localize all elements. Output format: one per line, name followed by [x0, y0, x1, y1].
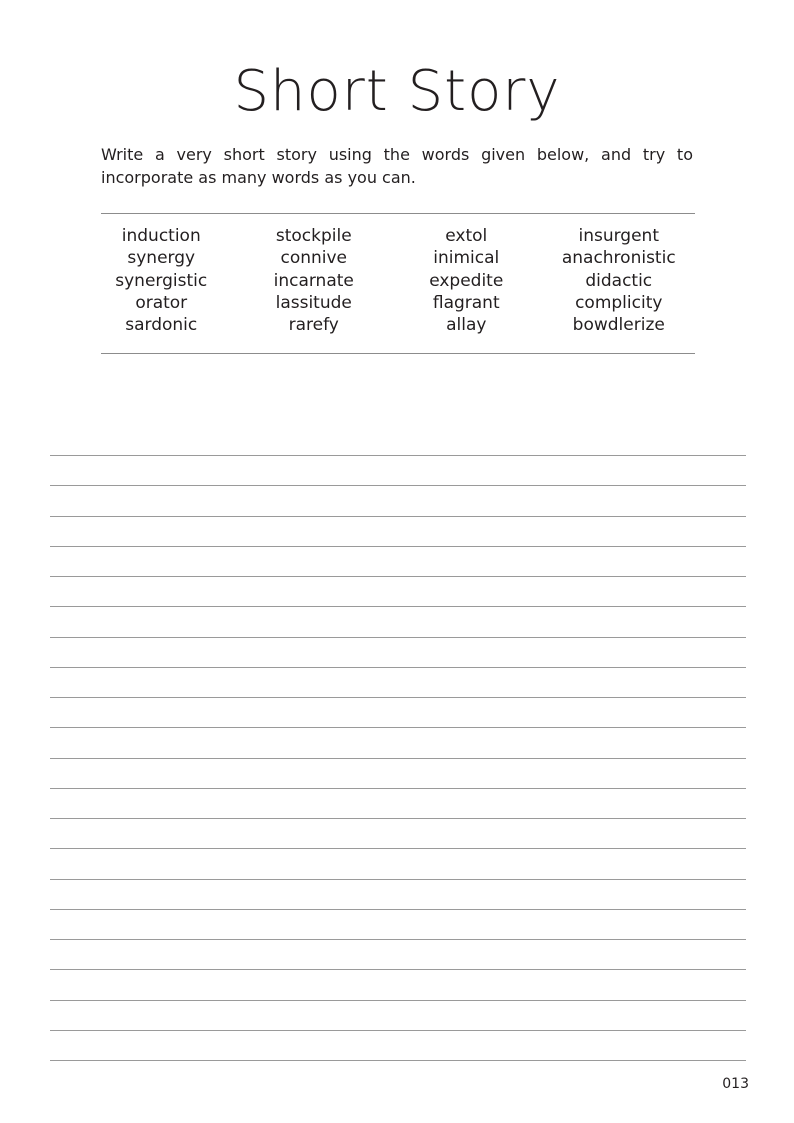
word-item: flagrant	[432, 292, 500, 313]
word-column-2	[238, 225, 391, 345]
word-item: synergistic	[115, 270, 208, 291]
writing-line	[50, 848, 746, 849]
word-item: incarnate	[273, 270, 354, 291]
word-item: expedite	[429, 270, 504, 291]
word-list	[85, 225, 695, 345]
writing-line	[50, 758, 746, 759]
word-item: extol	[445, 226, 488, 246]
word-column-1	[85, 225, 238, 345]
word-item: bowdlerize	[572, 315, 665, 336]
word-item: allay	[446, 315, 487, 336]
writing-line	[50, 1060, 746, 1061]
word-box-top-rule	[101, 213, 695, 214]
word-item: orator	[135, 292, 188, 313]
writing-line	[50, 969, 746, 970]
word-item: insurgent	[578, 226, 659, 246]
word-item: inimical	[433, 248, 500, 269]
writing-line	[50, 1000, 746, 1001]
writing-line	[50, 818, 746, 819]
word-item: induction	[121, 226, 201, 246]
word-item: didactic	[585, 270, 653, 291]
writing-lines[interactable]	[50, 455, 746, 1075]
writing-line	[50, 546, 746, 547]
writing-line	[50, 697, 746, 698]
writing-line	[50, 516, 746, 517]
writing-line	[50, 1030, 746, 1031]
word-item: synergy	[127, 248, 196, 269]
word-column-3	[390, 225, 543, 345]
word-item: sardonic	[125, 315, 198, 336]
word-item: anachronistic	[561, 248, 676, 269]
word-item: connive	[280, 248, 348, 269]
word-item: stockpile	[275, 226, 352, 246]
writing-line	[50, 909, 746, 910]
writing-line	[50, 576, 746, 577]
word-item: rarefy	[288, 315, 339, 336]
writing-line	[50, 637, 746, 638]
word-item: lassitude	[275, 292, 352, 313]
writing-line	[50, 879, 746, 880]
word-column-4	[543, 225, 696, 345]
word-item: complicity	[575, 292, 663, 313]
writing-line	[50, 667, 746, 668]
writing-line	[50, 606, 746, 607]
writing-line	[50, 455, 746, 456]
page-number: 013	[722, 1076, 749, 1092]
writing-line	[50, 939, 746, 940]
writing-line	[50, 727, 746, 728]
writing-line	[50, 788, 746, 789]
word-box-bottom-rule	[101, 353, 695, 354]
instructions-text: Write a very short story using the words given below, and try to incorporate as many words as you can.	[101, 145, 693, 187]
writing-line	[50, 485, 746, 486]
page-title: Short Story	[233, 59, 561, 124]
